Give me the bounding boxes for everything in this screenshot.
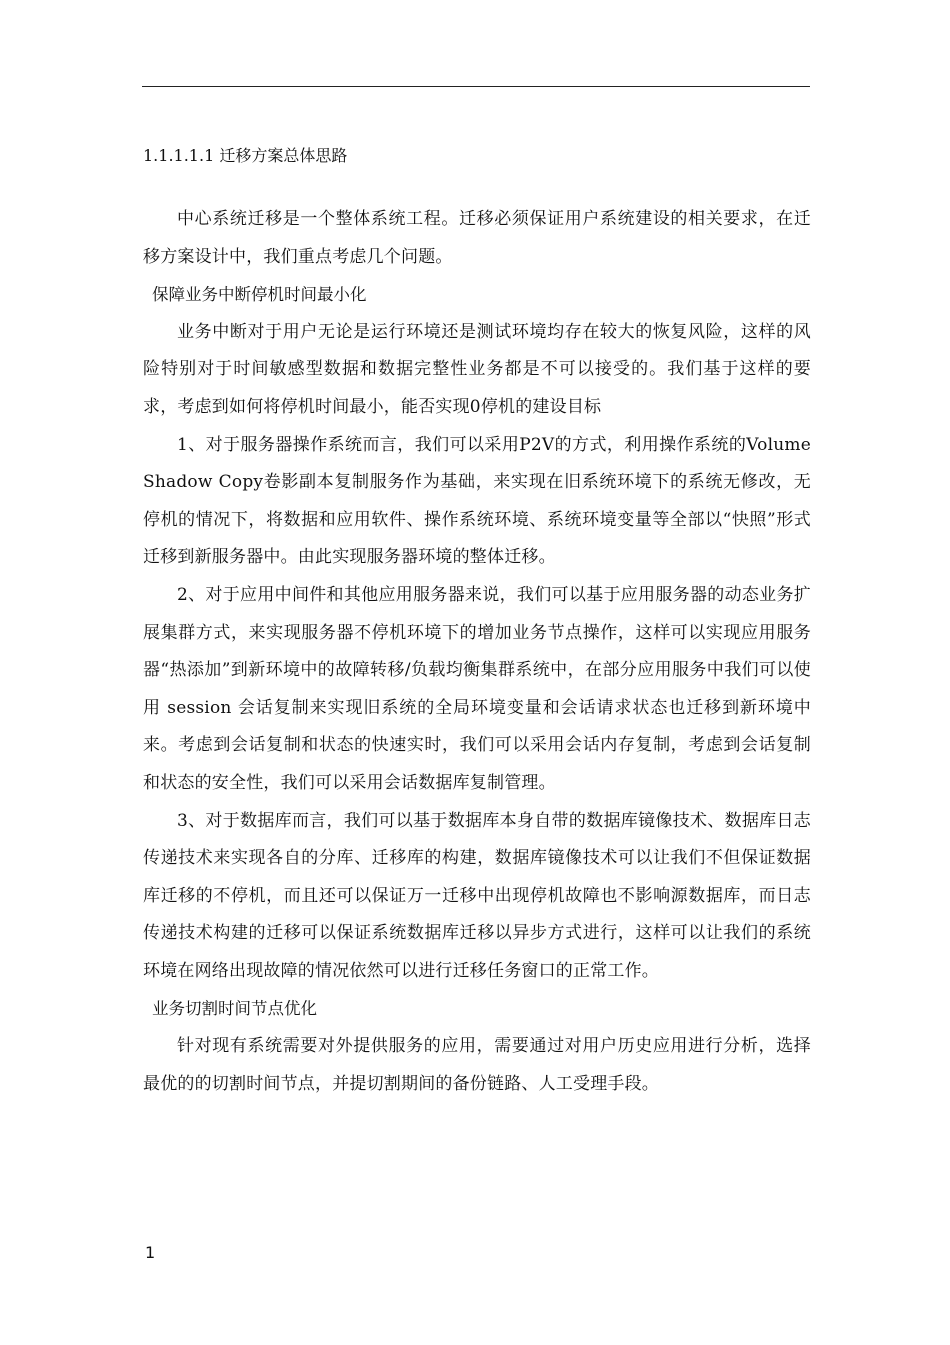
page-number: 1: [145, 1243, 156, 1262]
paragraph-cutover: 针对现有系统需要对外提供服务的应用，需要通过对用户历史应用进行分析，选择最优的的切割时间节点，并提切割期间的备份链路、人工受理手段。: [143, 1036, 811, 1094]
subheading-cutover: 业务切割时间节点优化: [152, 999, 317, 1019]
subheading-downtime: 保障业务中断停机时间最小化: [152, 285, 367, 305]
header-rule: [142, 86, 810, 87]
paragraph-downtime: 业务中断对于用户无论是运行环境还是测试环境均存在较大的恢复风险，这样的风险特别对于时间敏感型数据和数据完整性业务都是不可以接受的。我们基于这样的要求，考虑到如何将停机时间最小，能否实现0停机的建设目标: [143, 321, 811, 417]
intro-paragraph: 中心系统迁移是一个整体系统工程。迁移必须保证用户系统建设的相关要求，在迁移方案设计中，我们重点考虑几个问题。: [143, 209, 811, 267]
section-heading: 1.1.1.1.1 迁移方案总体思路: [143, 146, 348, 165]
document-body: [143, 201, 811, 1103]
list-item-os: 1、对于服务器操作系统而言，我们可以采用P2V的方式，利用操作系统的Volume Shadow Copy卷影副本复制服务作为基础，来实现在旧系统环境下的系统无修改，无停机的情况下，将数据和应用软件、操作系统环境、系统环境变量等全部以“快照”形式迁移到新服务器中。由此实现服务器环境的整体迁移。: [143, 434, 811, 568]
list-item-database: 3、对于数据库而言，我们可以基于数据库本身自带的数据库镜像技术、数据库日志传递技术来实现各自的分库、迁移库的构建，数据库镜像技术可以让我们不但保证数据库迁移的不停机，而且还可以保证万一迁移中出现停机故障也不影响源数据库，而日志传递技术构建的迁移可以保证系统数据库迁移以异步方式进行，这样可以让我们的系统环境在网络出现故障的情况依然可以进行迁移任务窗口的正常工作。: [143, 810, 811, 981]
list-item-middleware: 2、对于应用中间件和其他应用服务器来说，我们可以基于应用服务器的动态业务扩展集群方式，来实现服务器不停机环境下的增加业务节点操作，这样可以实现应用服务器“热添加”到新环境中的故障转移/负载均衡集群系统中，在部分应用服务中我们可以使用 session 会话复制来实现旧系统的全局环境变量和会话请求状态也迁移到新环境中来。考虑到会话复制和状态的快速实时，我们可以采用会话内存复制，考虑到会话复制和状态的安全性，我们可以采用会话数据库复制管理。: [143, 584, 811, 793]
